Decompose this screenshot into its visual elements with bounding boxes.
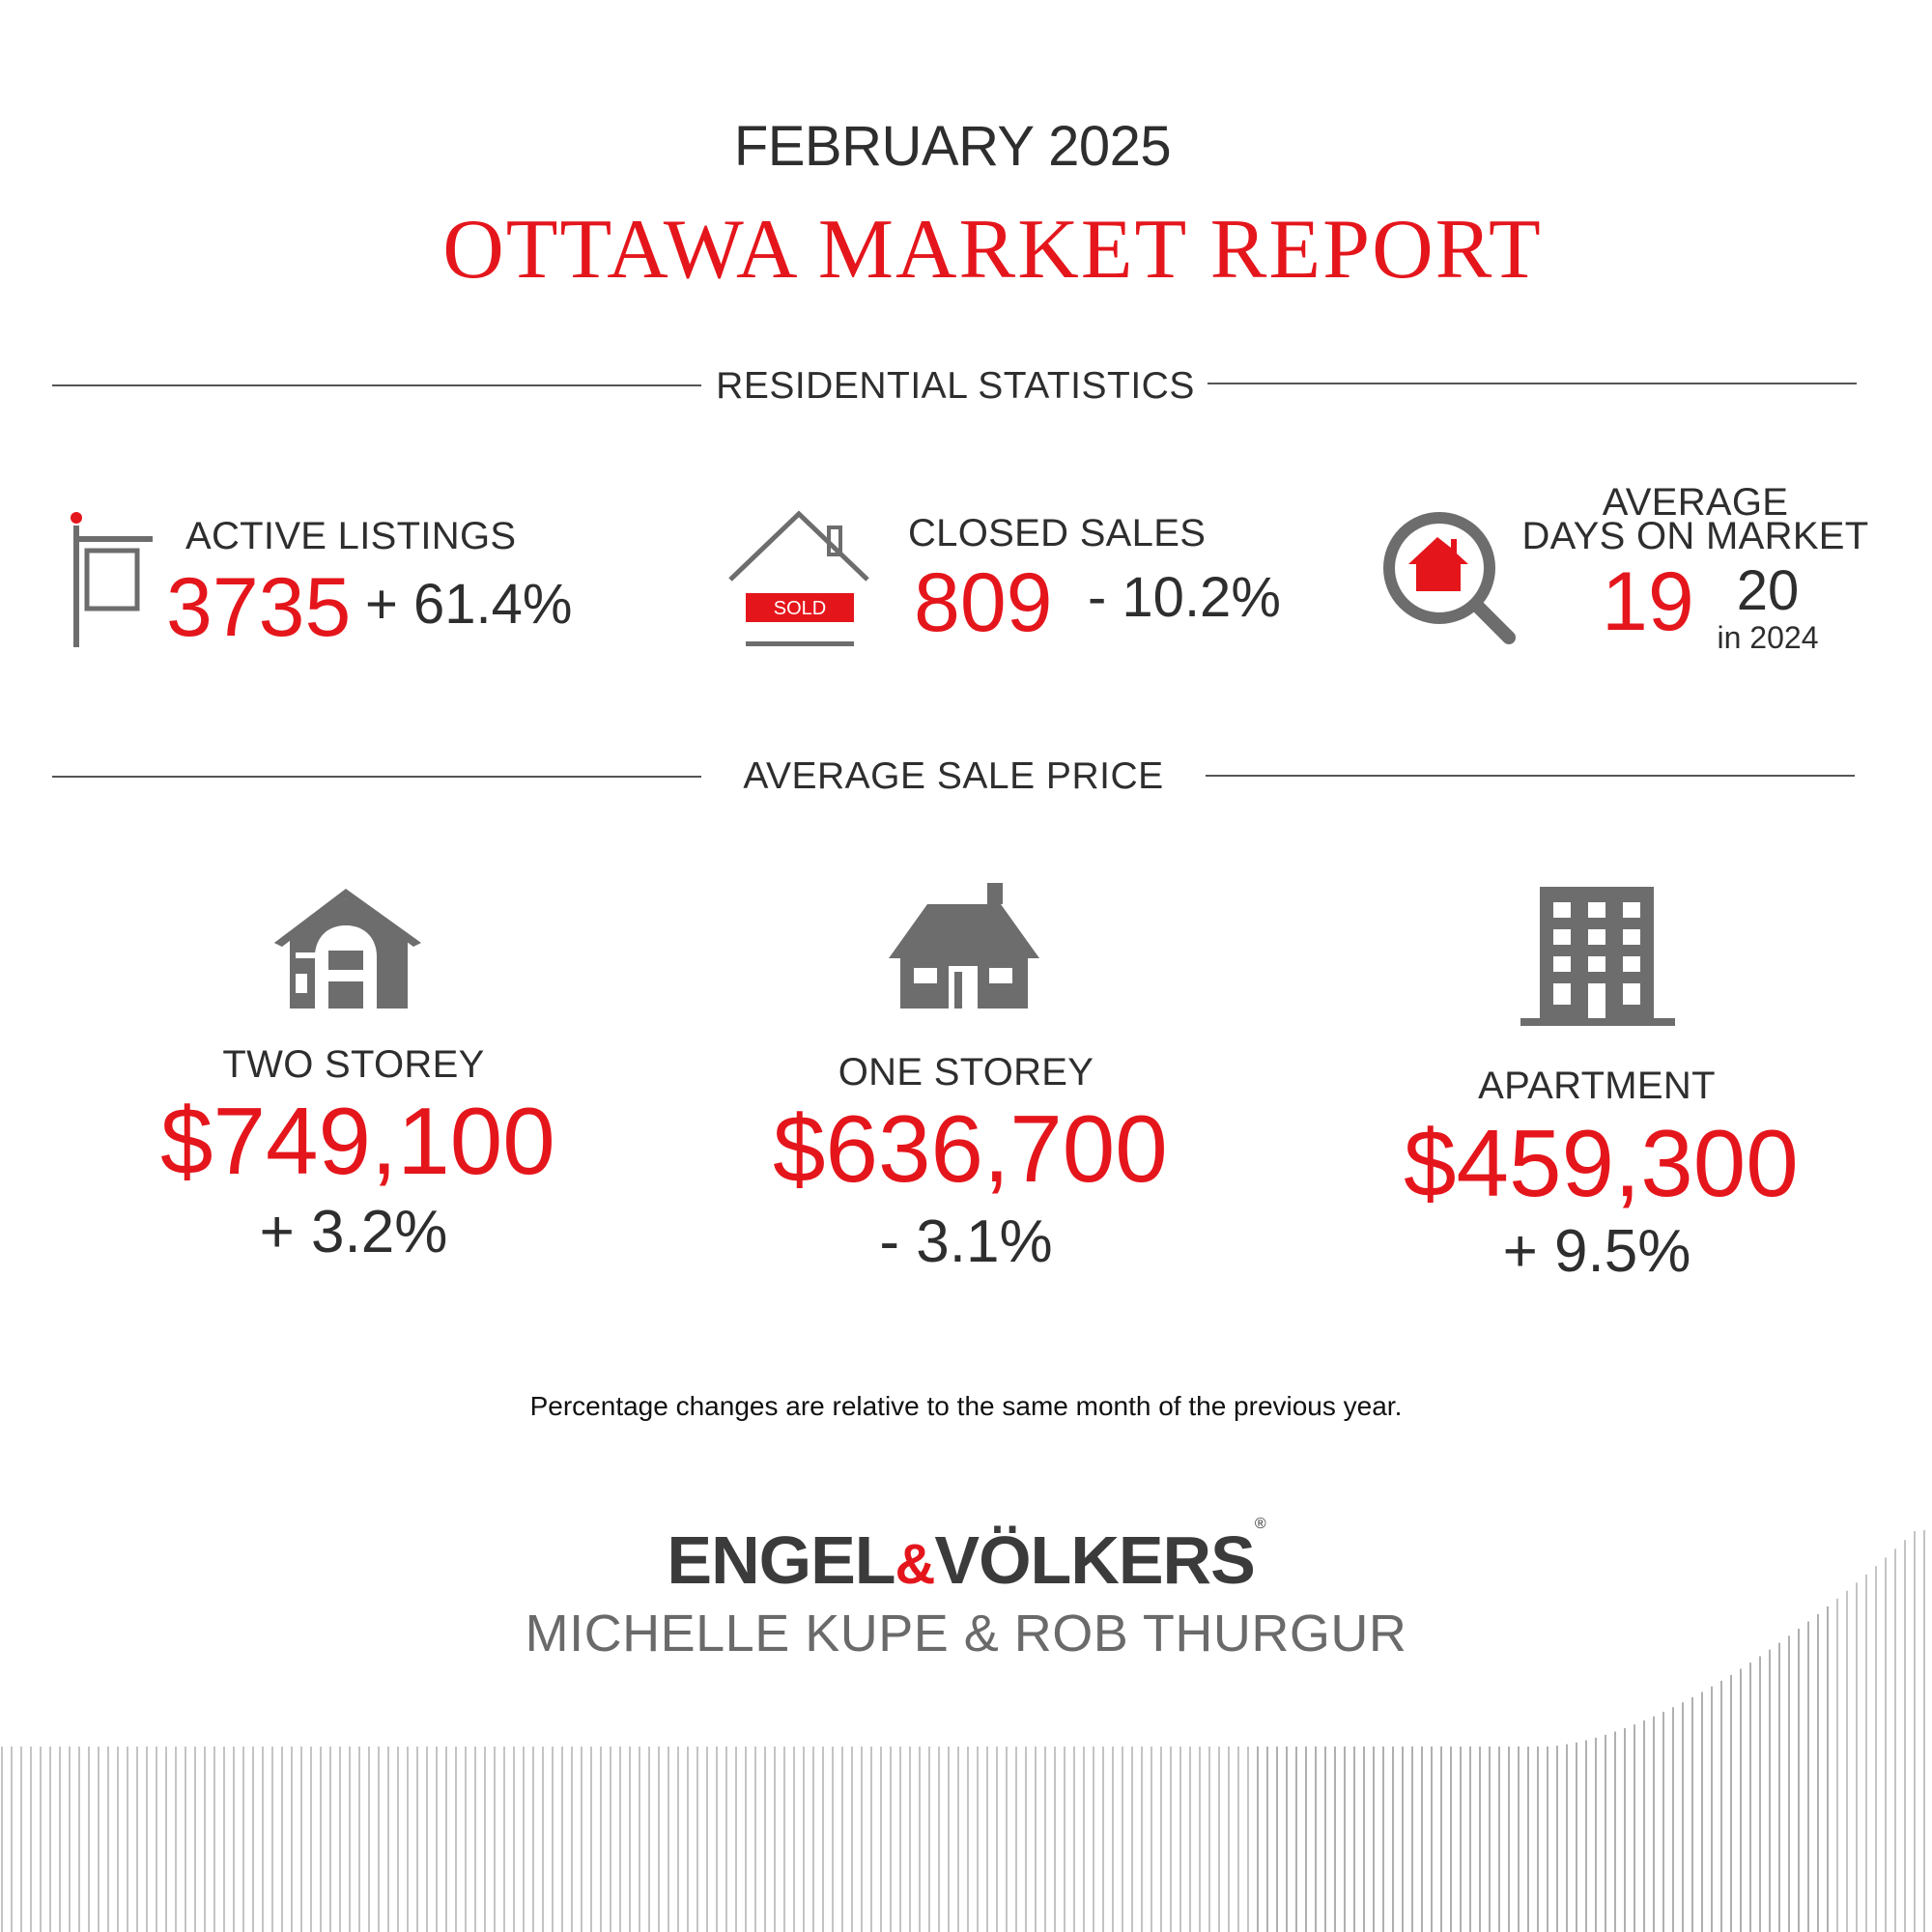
one-storey-price: $636,700 — [773, 1095, 1168, 1202]
two-storey-house-icon — [269, 887, 425, 1010]
closed-sales-value: 809 — [914, 556, 1053, 649]
closed-sales-label: CLOSED SALES — [908, 512, 1207, 554]
one-storey-house-icon — [887, 881, 1041, 1010]
one-storey-label: ONE STOREY — [838, 1051, 1094, 1094]
section-divider-right — [1208, 383, 1857, 384]
sold-tag-text: SOLD — [773, 598, 827, 619]
brand-ampersand: & — [895, 1533, 935, 1596]
sold-house-icon — [726, 510, 871, 651]
report-title: OTTAWA MARKET REPORT — [442, 203, 1543, 297]
footnote: Percentage changes are relative to the same month of the previous year. — [529, 1391, 1403, 1421]
active-listings-value: 3735 — [166, 561, 352, 654]
two-storey-price: $749,100 — [160, 1088, 555, 1194]
apartment-price: $459,300 — [1404, 1110, 1799, 1216]
house-search-icon — [1379, 508, 1515, 643]
active-listings-change: + 61.4% — [365, 573, 573, 636]
price-divider-right — [1206, 775, 1855, 777]
agent-names: MICHELLE KUPE & ROB THURGUR — [525, 1605, 1407, 1662]
section-divider-left — [52, 384, 701, 386]
days-on-market-label-2: DAYS ON MARKET — [1521, 515, 1869, 557]
closed-sales-change: - 10.2% — [1088, 566, 1281, 629]
apartment-change: + 9.5% — [1502, 1218, 1691, 1285]
apartment-label: APARTMENT — [1478, 1065, 1716, 1107]
two-storey-label: TWO STOREY — [222, 1043, 485, 1086]
residential-section-label: RESIDENTIAL STATISTICS — [716, 365, 1195, 407]
for-sale-sign-icon — [58, 510, 155, 650]
days-on-market-label-1: AVERAGE — [1602, 481, 1789, 524]
brand-name-part1: ENGEL — [667, 1522, 895, 1598]
two-storey-change: + 3.2% — [259, 1199, 448, 1265]
registered-mark: ® — [1254, 1516, 1265, 1532]
price-divider-left — [52, 776, 701, 778]
price-section-label: AVERAGE SALE PRICE — [743, 755, 1164, 797]
apartment-building-icon — [1520, 885, 1675, 1030]
report-month: FEBRUARY 2025 — [733, 115, 1172, 178]
days-on-market-prev-label: in 2024 — [1717, 620, 1819, 655]
decorative-line-pattern — [0, 1526, 1932, 1932]
one-storey-change: - 3.1% — [879, 1208, 1053, 1275]
days-on-market-prev-value: 20 — [1736, 559, 1800, 622]
brand-name-part2: VÖLKERS — [934, 1522, 1255, 1598]
days-on-market-value: 19 — [1602, 555, 1694, 648]
active-listings-label: ACTIVE LISTINGS — [185, 515, 517, 557]
